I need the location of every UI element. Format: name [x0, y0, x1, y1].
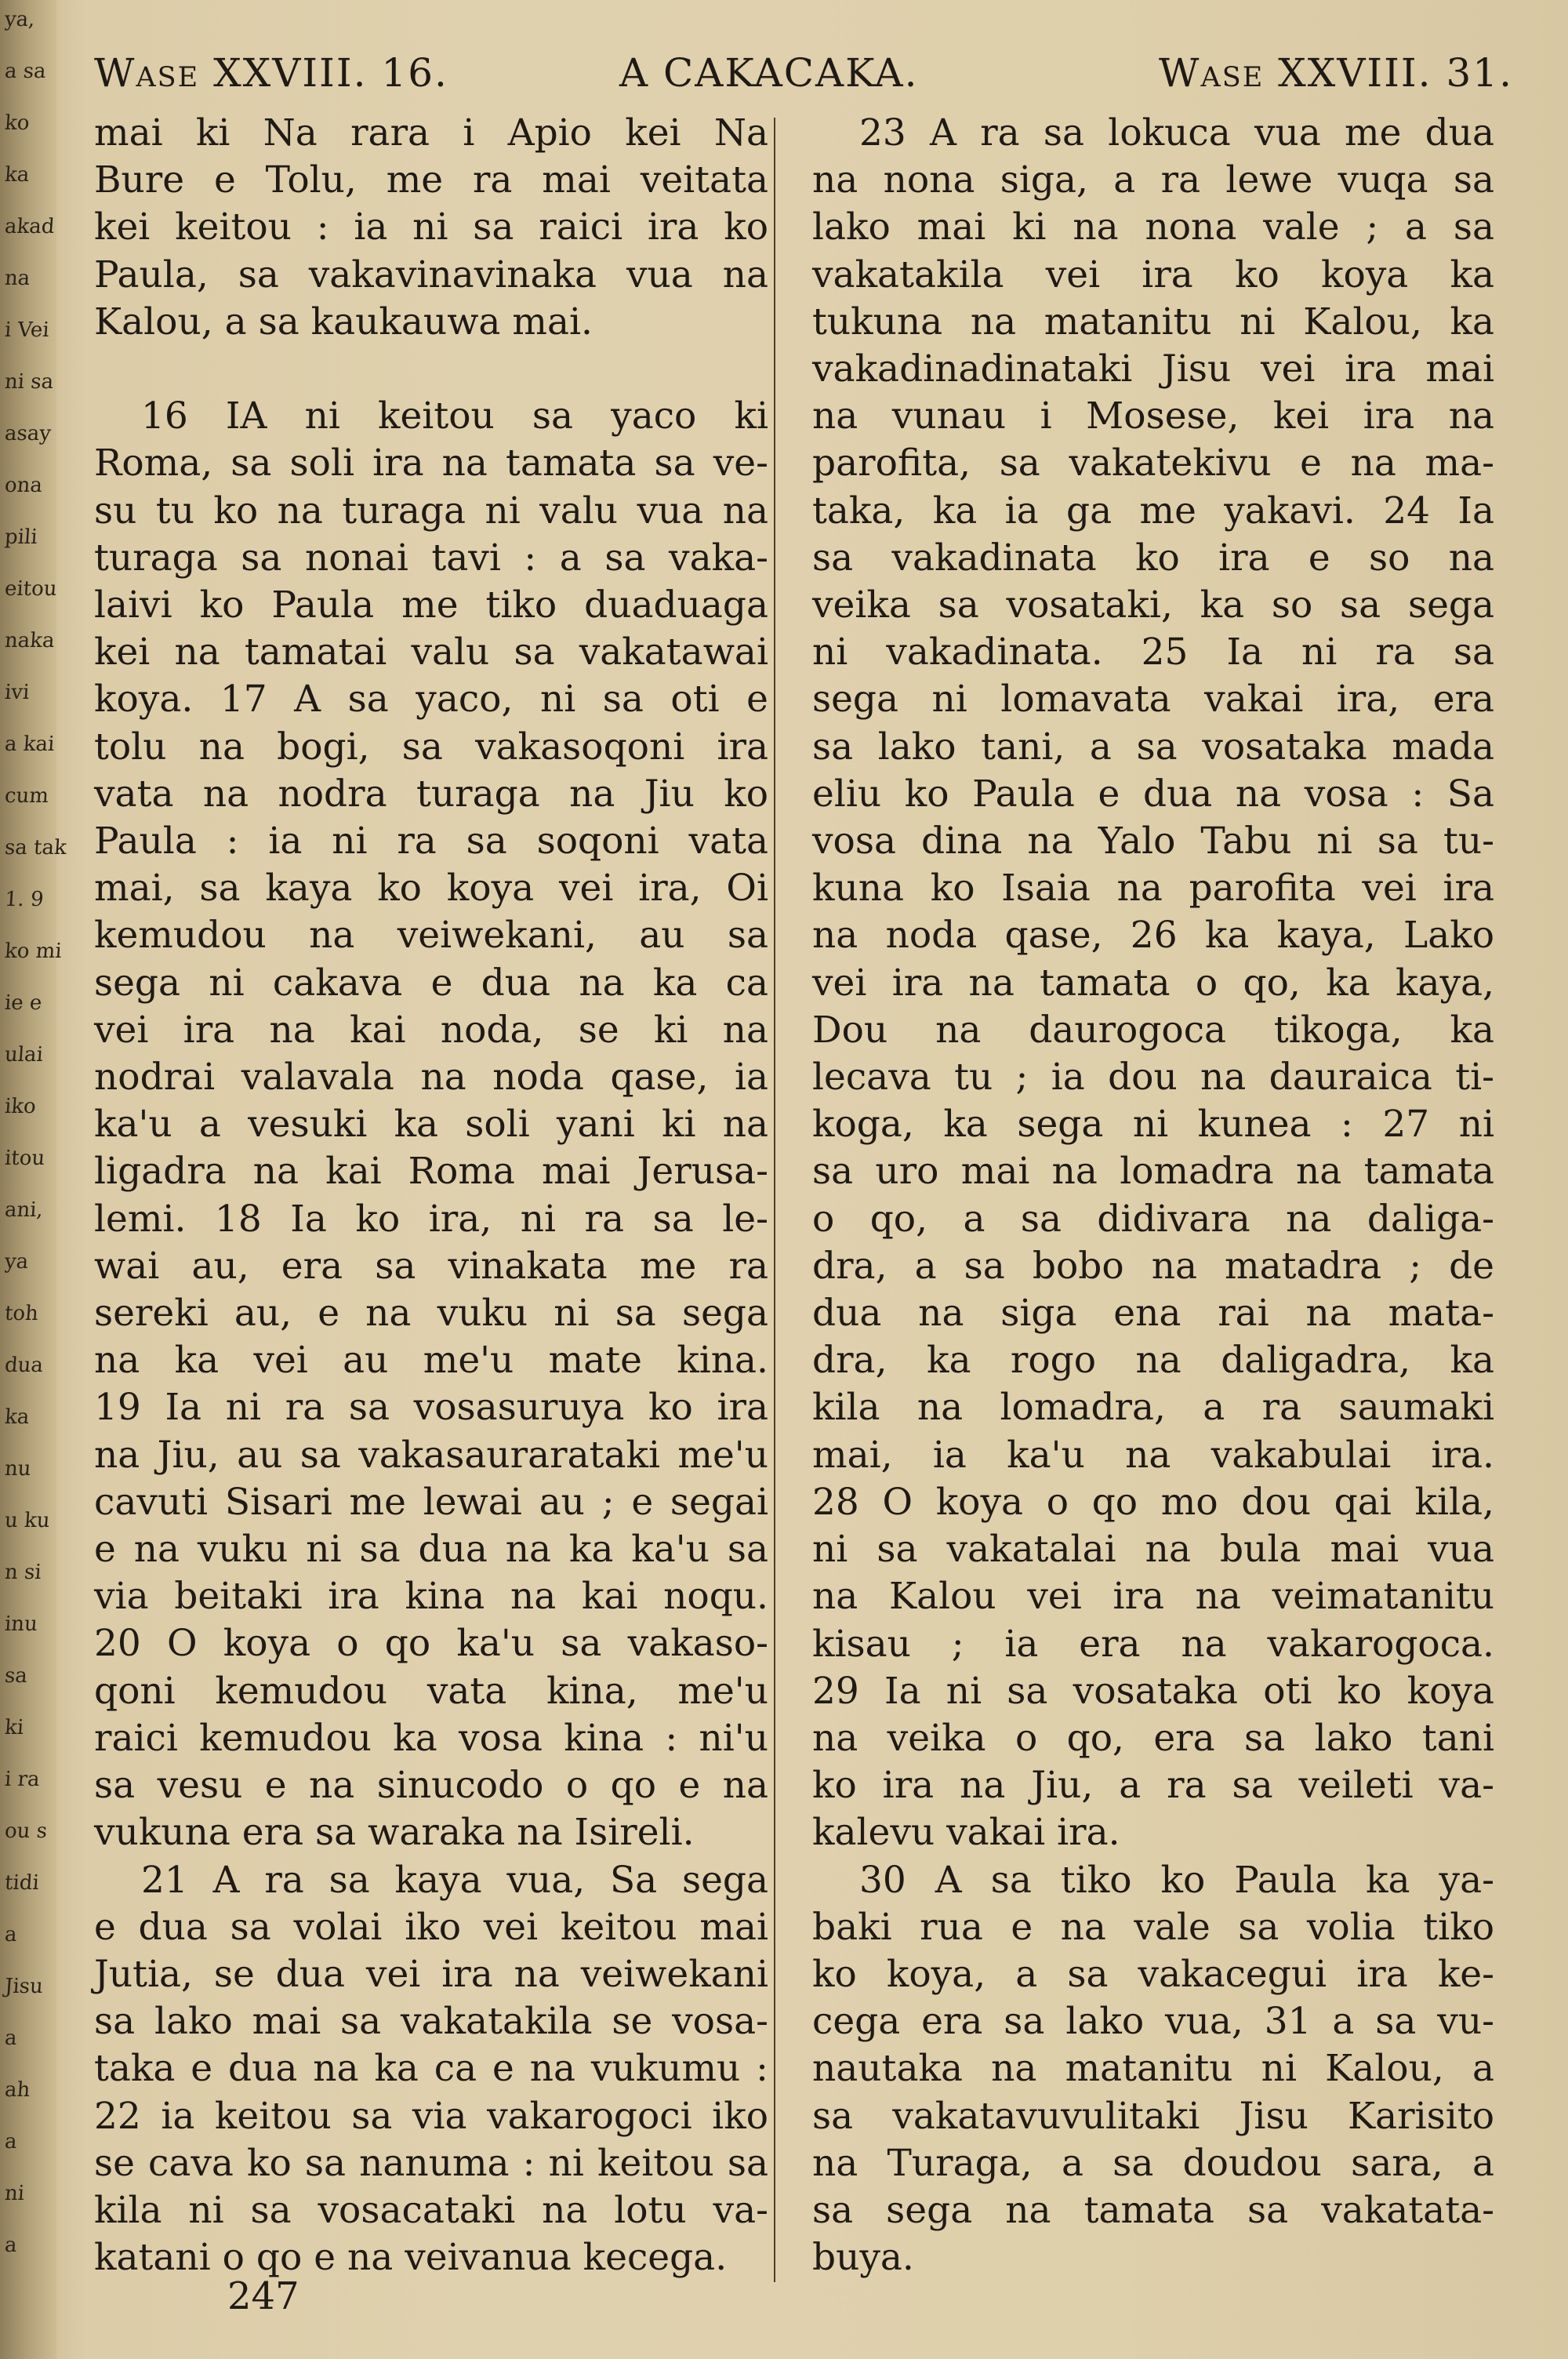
text-line: ni vakadinata. 25 Ia ni ra sa: [812, 631, 1494, 674]
text-line: Paula : ia ni ra sa soqoni vata: [94, 820, 768, 863]
text-line: ko ira na Jiu, a ra sa veileti va-: [812, 1764, 1494, 1808]
facing-page-fragment: eitou: [3, 577, 58, 601]
facing-page-fragment: ni: [3, 2182, 26, 2205]
text-line: kila ni sa vosacataki na lotu va-: [94, 2188, 768, 2232]
facing-page-fragment: ya: [3, 1250, 30, 1274]
text-line: via beitaki ira kina na kai noqu.: [94, 1575, 768, 1619]
facing-page-fragment: ko mi: [3, 940, 63, 963]
header-title: A CAKACAKA.: [619, 50, 919, 96]
facing-page-fragment: a kai: [3, 732, 56, 756]
facing-page-fragment: ka: [3, 1405, 31, 1429]
text-line: parofita, sa vakatekivu e na ma-: [812, 442, 1494, 485]
facing-page-fragment: n si: [3, 1561, 42, 1584]
text-line: laivi ko Paula me tiko duaduaga: [94, 583, 768, 627]
text-line: se cava ko sa nanuma : ni keitou sa: [94, 2141, 768, 2185]
text-line: baki rua e na vale sa volia tiko: [812, 1905, 1494, 1949]
facing-page-fragment: toh: [3, 1302, 39, 1325]
text-line: cega era sa lako vua, 31 a sa vu-: [812, 2000, 1494, 2044]
text-line: veika sa vosataki, ka so sa sega: [812, 583, 1494, 627]
text-line: Roma, sa soli ira na tamata sa ve-: [94, 442, 768, 485]
facing-page-fragment: ah: [3, 2078, 31, 2102]
left-text-column: [94, 110, 768, 2281]
text-line: Jutia, se dua vei ira na veiwekani: [94, 1952, 768, 1996]
text-line: kalevu vakai ira.: [812, 1811, 1120, 1855]
text-line: kila na lomadra, a ra saumaki: [812, 1386, 1494, 1430]
text-line: koya. 17 A sa yaco, ni sa oti e: [94, 678, 768, 722]
facing-page-fragment: ka: [3, 163, 31, 187]
column-divider: [774, 118, 775, 2282]
facing-page-fragment: a: [3, 2130, 18, 2154]
facing-page-fragment: ivi: [3, 681, 31, 704]
header-right-reference: Wase XXVIII. 31.: [1159, 50, 1513, 96]
text-line: 21 A ra sa kaya vua, Sa sega: [141, 1858, 768, 1902]
facing-page-fragment: Jisu: [3, 1975, 44, 1998]
text-line: na nona siga, a ra lewe vuqa sa: [812, 158, 1494, 202]
text-line: wai au, era sa vinakata me ra: [94, 1244, 768, 1288]
text-line: vosa dina na Yalo Tabu ni sa tu-: [812, 820, 1494, 863]
text-line: eliu ko Paula e dua na vosa : Sa: [812, 772, 1494, 816]
text-line: tolu na bogi, sa vakasoqoni ira: [94, 725, 768, 769]
text-line: sa sega na tamata sa vakatata-: [812, 2188, 1494, 2232]
facing-page-fragment: i Vei: [3, 318, 50, 342]
text-line: sa vakadinata ko ira e so na: [812, 536, 1494, 580]
text-line: e dua sa volai iko vei keitou mai: [94, 1905, 768, 1949]
facing-page-fragment: sa tak: [3, 836, 67, 860]
text-line: lako mai ki na nona vale ; a sa: [812, 205, 1494, 249]
text-line: sa vakatavuvulitaki Jisu Karisito: [812, 2094, 1494, 2138]
text-line: 16 IA ni keitou sa yaco ki: [141, 394, 768, 438]
text-line: lecava tu ; ia dou na dauraica ti-: [812, 1056, 1494, 1100]
text-line: kemudou na veiwekani, au sa: [94, 914, 768, 958]
facing-page-fragment: ani,: [3, 1198, 44, 1222]
text-line: ko koya, a sa vakacegui ira ke-: [812, 1952, 1494, 1996]
text-line: kisau ; ia era na vakarogoca.: [812, 1622, 1494, 1666]
page-number: 247: [227, 2274, 299, 2318]
text-line: kei na tamatai valu sa vakatawai: [94, 631, 768, 674]
text-line: sega ni lomavata vakai ira, era: [812, 678, 1494, 722]
facing-page-fragment: i ra: [3, 1768, 41, 1791]
text-line: sereki au, e na vuku ni sa sega: [94, 1292, 768, 1336]
text-line: koga, ka sega ni kunea : 27 ni: [812, 1103, 1494, 1147]
text-line: mai, ia ka'u na vakabulai ira.: [812, 1433, 1494, 1477]
text-line: taka, ka ia ga me yakavi. 24 Ia: [812, 489, 1494, 533]
facing-page-fragment: na: [3, 267, 31, 290]
facing-page-fragment: a: [3, 2234, 18, 2257]
text-line: tukuna na matanitu ni Kalou, ka: [812, 300, 1494, 343]
text-line: ligadra na kai Roma mai Jerusa-: [94, 1150, 768, 1194]
facing-page-fragment: cum: [3, 784, 50, 808]
text-line: sa lako tani, a sa vosataka mada: [812, 725, 1494, 769]
text-line: mai ki Na rara i Apio kei Na: [94, 111, 768, 154]
text-line: o qo, a sa didivara na daliga-: [812, 1197, 1494, 1241]
facing-page-fragment: pili: [3, 525, 38, 549]
text-line: 28 O koya o qo mo dou qai kila,: [812, 1480, 1494, 1524]
text-line: dra, a sa bobo na matadra ; de: [812, 1244, 1494, 1288]
facing-page-fragment: asay: [3, 422, 53, 445]
text-line: su tu ko na turaga ni valu vua na: [94, 489, 768, 533]
facing-page-fragment: tidi: [3, 1871, 40, 1895]
text-line: na Turaga, a sa doudou sara, a: [812, 2141, 1494, 2185]
text-line: na Kalou vei ira na veimatanitu: [812, 1575, 1494, 1619]
text-line: cavuti Sisari me lewai au ; e segai: [94, 1480, 768, 1524]
text-line: lemi. 18 Ia ko ira, ni ra sa le-: [94, 1197, 768, 1241]
facing-page-gutter: [0, 0, 67, 2359]
text-line: ni sa vakatalai na bula mai vua: [812, 1528, 1494, 1572]
text-line: vata na nodra turaga na Jiu ko: [94, 772, 768, 816]
facing-page-fragment: itou: [3, 1147, 46, 1170]
text-line: turaga sa nonai tavi : a sa vaka-: [94, 536, 768, 580]
facing-page-fragment: ou s: [3, 1819, 49, 1843]
text-line: na Jiu, au sa vakasaurarataki me'u: [94, 1433, 768, 1477]
facing-page-fragment: akad: [3, 215, 56, 238]
paragraph-gap: [94, 346, 768, 393]
text-line: dua na siga ena rai na mata-: [812, 1292, 1494, 1336]
facing-page-fragment: sa: [3, 1664, 28, 1688]
text-line: na ka vei au me'u mate kina.: [94, 1339, 768, 1383]
text-line: sega ni cakava e dua na ka ca: [94, 961, 768, 1005]
text-line: 20 O koya o qo ka'u sa vakaso-: [94, 1622, 768, 1666]
running-header: [94, 50, 1513, 105]
text-line: Paula, sa vakavinavinaka vua na: [94, 253, 768, 296]
facing-page-fragment: ko: [3, 111, 31, 135]
facing-page-fragment: ulai: [3, 1043, 44, 1067]
text-line: katani o qo e na veivanua kecega.: [94, 2236, 728, 2280]
facing-page-fragment: ie e: [3, 991, 43, 1015]
text-line: na noda qase, 26 ka kaya, Lako: [812, 914, 1494, 958]
text-line: Bure e Tolu, me ra mai veitata: [94, 158, 768, 202]
text-line: 23 A ra sa lokuca vua me dua: [859, 111, 1494, 154]
text-line: kuna ko Isaia na parofita vei ira: [812, 867, 1494, 911]
text-line: sa vesu e na sinucodo o qo e na: [94, 1764, 768, 1808]
facing-page-fragment: dua: [3, 1354, 44, 1377]
facing-page-fragment: naka: [3, 629, 56, 652]
facing-page-fragment: u ku: [3, 1509, 51, 1532]
text-line: mai, sa kaya ko koya vei ira, Oi: [94, 867, 768, 911]
facing-page-fragment: 1. 9: [3, 888, 45, 911]
text-line: qoni kemudou vata kina, me'u: [94, 1669, 768, 1713]
text-line: ka'u a vesuki ka soli yani ki na: [94, 1103, 768, 1147]
header-left-reference: Wase XXVIII. 16.: [94, 50, 448, 96]
text-line: Dou na daurogoca tikoga, ka: [812, 1008, 1494, 1052]
text-line: sa lako mai sa vakatakila se vosa-: [94, 2000, 768, 2044]
text-line: vei ira na kai noda, se ki na: [94, 1008, 768, 1052]
facing-page-fragment: nu: [3, 1457, 32, 1481]
facing-page-fragment: a: [3, 1923, 18, 1946]
text-line: nodrai valavala na noda qase, ia: [94, 1056, 768, 1100]
text-line: 29 Ia ni sa vosataka oti ko koya: [812, 1669, 1494, 1713]
text-line: 30 A sa tiko ko Paula ka ya-: [859, 1858, 1494, 1902]
text-line: e na vuku ni sa dua na ka ka'u sa: [94, 1528, 768, 1572]
facing-page-fragment: ona: [3, 474, 43, 497]
facing-page-fragment: inu: [3, 1612, 38, 1636]
text-line: na vunau i Mosese, kei ira na: [812, 394, 1494, 438]
facing-page-fragment: ni sa: [3, 370, 55, 394]
text-line: kei keitou : ia ni sa raici ira ko: [94, 205, 768, 249]
text-line: sa uro mai na lomadra na tamata: [812, 1150, 1494, 1194]
text-line: vakadinadinataki Jisu vei ira mai: [812, 347, 1494, 391]
facing-page-fragment: a sa: [3, 60, 47, 83]
text-line: na veika o qo, era sa lako tani: [812, 1716, 1494, 1760]
facing-page-fragment: ya,: [3, 8, 36, 31]
text-line: dra, ka rogo na daligadra, ka: [812, 1339, 1494, 1383]
text-line: vei ira na tamata o qo, ka kaya,: [812, 961, 1494, 1005]
facing-page-fragment: ki: [3, 1716, 25, 1739]
right-text-column: [812, 110, 1494, 2281]
text-line: taka e dua na ka ca e na vukumu :: [94, 2047, 768, 2091]
text-line: buya.: [812, 2236, 914, 2280]
text-line: vukuna era sa waraka na Isireli.: [94, 1811, 695, 1855]
text-line: vakatakila vei ira ko koya ka: [812, 253, 1494, 296]
text-line: 22 ia keitou sa via vakarogoci iko: [94, 2094, 768, 2138]
text-line: nautaka na matanitu ni Kalou, a: [812, 2047, 1494, 2091]
text-line: 19 Ia ni ra sa vosasuruya ko ira: [94, 1386, 768, 1430]
text-line: Kalou, a sa kaukauwa mai.: [94, 300, 593, 343]
text-line: raici kemudou ka vosa kina : ni'u: [94, 1716, 768, 1760]
facing-page-fragment: a: [3, 2026, 18, 2050]
facing-page-fragment: iko: [3, 1095, 37, 1118]
